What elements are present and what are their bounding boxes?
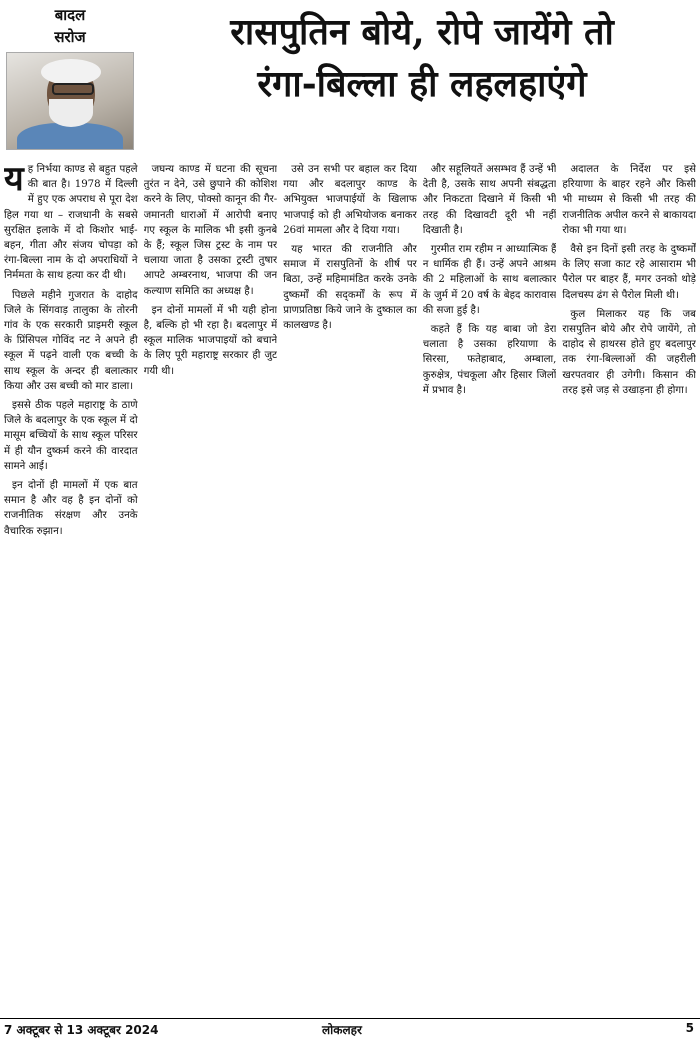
paragraph: कहते हैं कि यह बाबा जो डेरा चलाता है उसका हरियाणा के सिरसा, फतेहाबाद, अम्बाला, कुरुक्षेत्र, पंचकूला और हिसार जिलों में प्रभाव है। [422,324,557,396]
author-photo [6,52,134,150]
headline-line-1: रासपुतिन बोये, रोपे जायेंगे तो [230,11,614,53]
paragraph: इन दोनों ही मामलों में एक बात समान है और वह है इन दोनों को राजनीतिक संरक्षण और उनके वैचारिक रुझान। [4,480,138,537]
paragraph: इससे ठीक पहले महाराष्ट्र के ठाणे जिले के बदलापुर के एक स्कूल में दो मासूम बच्चियों के साथ स्कूल परिसर में ही यौन दुष्कर्म करने की वारदात सामने आई। [4,400,138,472]
paragraph: जघन्य काण्ड में घटना की सूचना तुरंत न देने, उसे छुपाने की कोशिश करने के लिए, पोक्सो कानून की गैर-जमानती धाराओं में आरोपी बनाए गए स्कूल के मालिक भी इसी कुनबे के हैं; स्कूल जिस ट्रस्ट के नाम पर चलाया जाता है उसका ट्रस्टी तुषार आपटे अम्बरनाथ, भाजपा की जन कल्याण समिति का अध्यक्ष है। [143,164,278,297]
paragraph: इन दोनों मामलों में भी यही होना है, बल्कि हो भी रहा है। बदलापुर में स्कूल मालिक भाजपाइयों को बचाने के लिए पूरी महाराष्ट्र सरकार ही जुट गयी थी। [143,304,278,377]
column-1 [4,162,138,1008]
paragraph: पिछले महीने गुजरात के दाहोद जिले के सिंगवाड़ तालुका के तोरनी गांव के एक सरकारी प्राइमरी स्कूल के प्रिंसिपल गोविंद नट ने अपने ही स्कूल में पढ़ने वाली एक बच्ची के साथ स्कूल के अन्दर ही बलात्कार किया और उस बच्ची को मार डाला। [4,289,138,392]
drop-cap: य [4,162,24,199]
publication-name: लोकलहर [322,1023,362,1037]
paragraph: कुल मिलाकर यह कि जब रासपुतिन बोये और रोपे जायेंगे, तो दाहोद से हाथरस होते हुए बदलापुर तक रंगा-बिल्लाओं की जहरीली खरपतवार ही उगेगी। किसान की तरह इसे जड़ से उखाड़ना ही होगा। [562,308,696,396]
column-2 [144,162,278,1008]
article-header [0,0,700,160]
paragraph: ह निर्भया काण्ड से बहुत पहले की बात है। 1978 में दिल्ली में हुए एक अपराध से पूरा देश हिल गया था – राजधानी के सबसे सुरक्षित इलाके में दो किशोर भाई-बहन, गीता और संजय चोपड़ा को रंगा-बिल्ला नाम के दो अपराधियों ने निर्ममता के साथ हत्या कर दी थी। [4,164,138,282]
paragraph: उसे उन सभी पर बहाल कर दिया गया और बदलापुर काण्ड के अभियुक्त भाजपाईयों के खिलाफ भाजपाई को ही अभियोजक बनाकर 26वां मामला और दे दिया गया। [283,164,417,236]
page-number: 5 [685,1021,694,1035]
headline-line-2: रंगा-बिल्ला ही लहलहाएंगे [257,63,587,105]
author-last-name: सरोज [54,28,86,46]
paragraph: वैसे इन दिनों इसी तरह के दुष्कर्मों के लिए सजा काट रहे आसाराम भी पैरोल पर बाहर हैं, मगर उनको थोड़े दिलचस्प ढंग से पैरोल मिली थी। [562,244,696,301]
author-first-name: बादल [54,6,86,24]
paragraph: अदालत के निर्देश पर इसे हरियाणा के बाहर रहने और किसी भी माध्यम से किसी भी तरह की राजनीतिक अपील करने से बाकायदा रोका भी गया था। [562,164,696,236]
column-3 [283,162,417,1008]
column-4 [423,162,557,1008]
article-body [4,162,696,1008]
paragraph: यह भारत की राजनीति और समाज में रासपुतिनों के शीर्ष पर बिठा, उन्हें महिमामंडित करके उनके दुष्कर्मों की सद्कर्मों के रूप में प्राणप्रतिष्ठा किये जाने के दुष्काल का कालखण्ड है। [283,244,417,332]
author-byline [4,4,136,150]
paragraph: और सहूलियतें असम्भव हैं उन्हें भी देती है, उसके साथ अपनी संबद्धता और निकटता दिखाने में किसी भी तरह की दिखावटी दूरी भी नहीं दिखाती है। [422,164,557,236]
page-footer [0,1018,700,1039]
headline [146,6,698,110]
paragraph: गुरमीत राम रहीम न आध्यात्मिक हैं न धार्मिक ही हैं। उन्हें अपने आश्रम की 2 महिलाओं के साथ बलात्कार के जुर्म में 20 वर्ष के बेहद कारावास की सजा हुई है। [422,244,557,316]
issue-date: 7 अक्टूबर से 13 अक्टूबर 2024 [4,1023,159,1037]
column-5 [562,162,696,1008]
